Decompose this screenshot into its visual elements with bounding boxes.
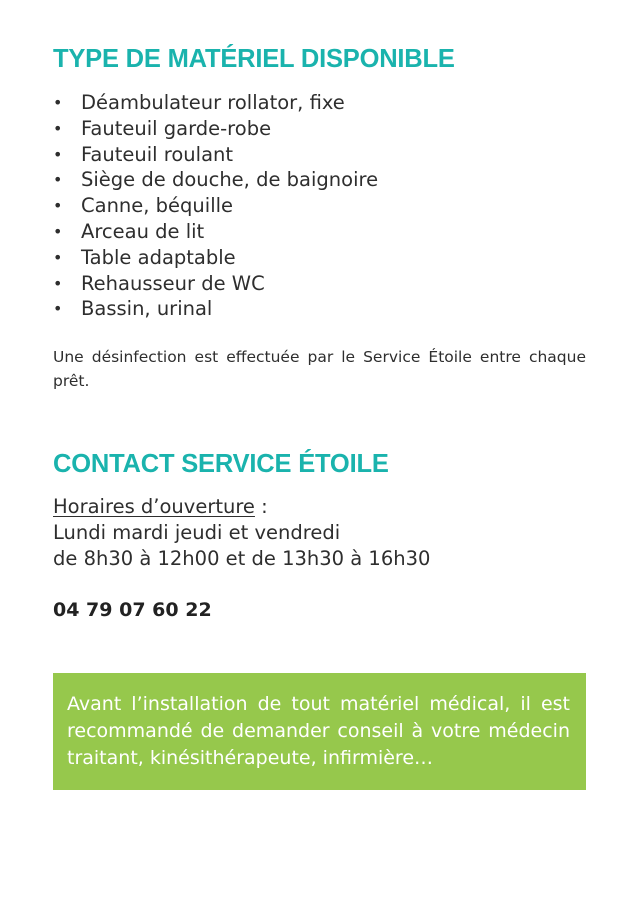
list-item-label: Bassin, urinal — [81, 297, 213, 321]
list-item — [53, 167, 378, 193]
list-item — [53, 219, 378, 245]
opening-hours — [53, 494, 430, 572]
advice-box — [53, 673, 586, 790]
bullet-icon: • — [53, 247, 63, 267]
bullet-icon: • — [53, 144, 63, 164]
list-item-label: Arceau de lit — [81, 219, 205, 243]
disinfection-note: Une désinfection est effectuée par le Service Étoile entre chaque prêt. — [53, 348, 586, 390]
hours-heading — [53, 494, 430, 520]
bullet-icon: • — [53, 221, 63, 241]
bullet-icon: • — [53, 170, 63, 190]
phone-number: 04 79 07 60 22 — [53, 599, 212, 621]
list-item-label: Déambulateur rollator, fixe — [81, 91, 345, 114]
bullet-icon: • — [53, 93, 63, 112]
bullet-icon: • — [53, 196, 63, 216]
list-item-label: Canne, béquille — [81, 194, 234, 218]
list-item — [53, 116, 378, 142]
advice-text: Avant l’installation de tout matériel médical, il est recommandé de demander conseil à votre médecin traitant, kinésithérapeute, infirmière… — [67, 693, 570, 769]
bullet-icon: • — [53, 299, 63, 319]
list-item-label: Fauteuil garde-robe — [81, 116, 272, 140]
bullet-icon: • — [53, 118, 63, 138]
list-item — [53, 271, 378, 297]
section-title-materiel: TYPE DE MATÉRIEL DISPONIBLE — [53, 45, 455, 73]
list-item-label: Table adaptable — [81, 245, 236, 269]
list-item — [53, 90, 378, 116]
list-item — [53, 245, 378, 271]
hours-days: Lundi mardi jeudi et vendredi — [53, 521, 341, 544]
list-item-label: Siège de douche, de baignoire — [81, 168, 379, 192]
equipment-list — [53, 90, 378, 322]
hours-label: Horaires d’ouverture — [53, 495, 255, 518]
bullet-icon: • — [53, 273, 63, 293]
hours-separator: : — [254, 495, 268, 518]
list-item — [53, 296, 378, 322]
section-title-contact: CONTACT SERVICE ÉTOILE — [53, 450, 389, 478]
list-item-label: Fauteuil roulant — [81, 142, 234, 166]
list-item — [53, 142, 378, 168]
list-item — [53, 193, 378, 219]
hours-times: de 8h30 à 12h00 et de 13h30 à 16h30 — [53, 547, 431, 570]
list-item-label: Rehausseur de WC — [81, 271, 265, 295]
